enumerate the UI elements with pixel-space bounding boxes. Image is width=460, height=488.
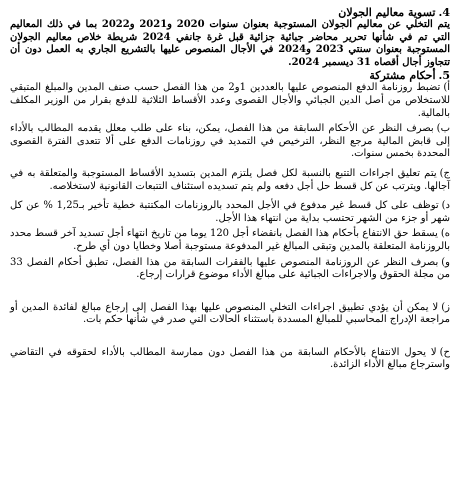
item-text: لا يمكن أن يؤدي تطبيق اجراءات التخلي المنصوص عليها بهذا الفصل إلى إرجاع مبالغ لفائدة المدين أو مراجعة الإدراج المحاسبي للمبالغ المسددة باستثناء الحالات التي صدر في شأنها حكم بات. [10,301,450,326]
list-item-g [10,302,450,327]
item-text: بصرف النظر عن الأحكام السابقة من هذا الفصل، يمكن، بناء على طلب معلل يقدمه المطالب بالأداء إلى قابض المالية مرجع النظر، الترخيص في التمديد في روزنامات الدفع على ألا تتعدى الفترة القصوى المحددة بخمس سنوات. [10,123,450,160]
list-item-f [10,257,450,282]
item-text: تضبط روزنامة الدفع المنصوص عليها بالعددين 1و2 من هذا الفصل حسب صنف المدين والمبلغ المتبقي للاستخلاص من أصل الدين الجبائي والأجال القصوى وعدد الأقساط الثلاثية للدفع بقرار من الوزير المكلف بالمالية. [10,82,450,119]
section-4-heading [10,6,450,19]
list-item-a [10,82,450,120]
item-marker: د) [441,200,451,212]
list-item-b [10,123,450,161]
list-item-e [10,228,450,253]
item-text: بصرف النظر عن الروزنامة المنصوص عليها بالفقرات السابقة من هذا الفصل، تطبق أحكام الفصل 33 من مجلة الحقوق والاجراءات الجبائية على مبالغ الأداء موضوع قرارات إرجاع. [10,256,450,281]
item-marker: ح) [439,346,450,358]
list-item-h [10,347,450,372]
section-4-title: تسوية معاليم الجولان [338,6,436,19]
section-5-title: أحكام مشتركة [369,69,436,83]
item-marker: ج) [439,167,450,179]
section-5-number: 5. [438,69,450,83]
section-4-number: 4. [438,6,450,19]
item-text: يتم تعليق اجراءات التتبع بالنسبة لكل فصل يلتزم المدين بتسديد الأقساط المستوجبة والمتعلقة به في آجالها. ويترتب عن كل قسط حل أجل دفعه ولم يتم تسديده استئناف التتبعات القانونية لاستخلاصه. [10,167,450,192]
list-item-d [10,200,450,225]
item-marker: ز) [441,301,450,313]
item-text: توظف على كل قسط غير مدفوع في الأجل المحدد بالروزنامات المكتتبة خطية تأخير بـ1,25 % عن كل شهر أو جزء من الشهر تحتسب بداية من انتهاء هذا الأجل. [10,200,450,224]
item-marker: ب) [436,123,450,135]
section-5-heading [10,69,450,82]
item-marker: أ) [443,82,450,94]
section-4-body: يتم التخلي عن معاليم الجولان المستوجبة بعنوان سنوات 2020 و2021 و2022 بما في ذلك المعاليم التي تم في شأنها تحرير محاضر جبائية جزائية قبل غرة جانفي 2024 شريطة خلاص معاليم الجولان المستوجبة بعنوان سنتي 2023 و2024 في الأجال المنصوص عليها بالتشريع الجاري به العمل دون أن تتجاوز أجال أقصاه 31 ديسمبر 2024. [10,19,451,68]
item-text: يسقط حق الانتفاع بأحكام هذا الفصل بانقضاء أجل 120 يوما من تاريخ انتهاء أجل تسديد آخر قسط محدد بالروزنامة المتعلقة بالمدين وتبقى المبالغ غير المدفوعة مستوجبة أصلا وخطايا دون أي طرح. [10,228,450,252]
item-marker: ه) [440,228,451,240]
item-marker: و) [441,256,450,268]
item-text: لا يحول الانتفاع بالأحكام السابقة من هذا الفصل دون ممارسة المطالب بالأداء لحقوقه في التقاضي واسترجاع مبالغ الأداء الزائدة. [10,346,450,371]
list-item-c [10,168,450,193]
